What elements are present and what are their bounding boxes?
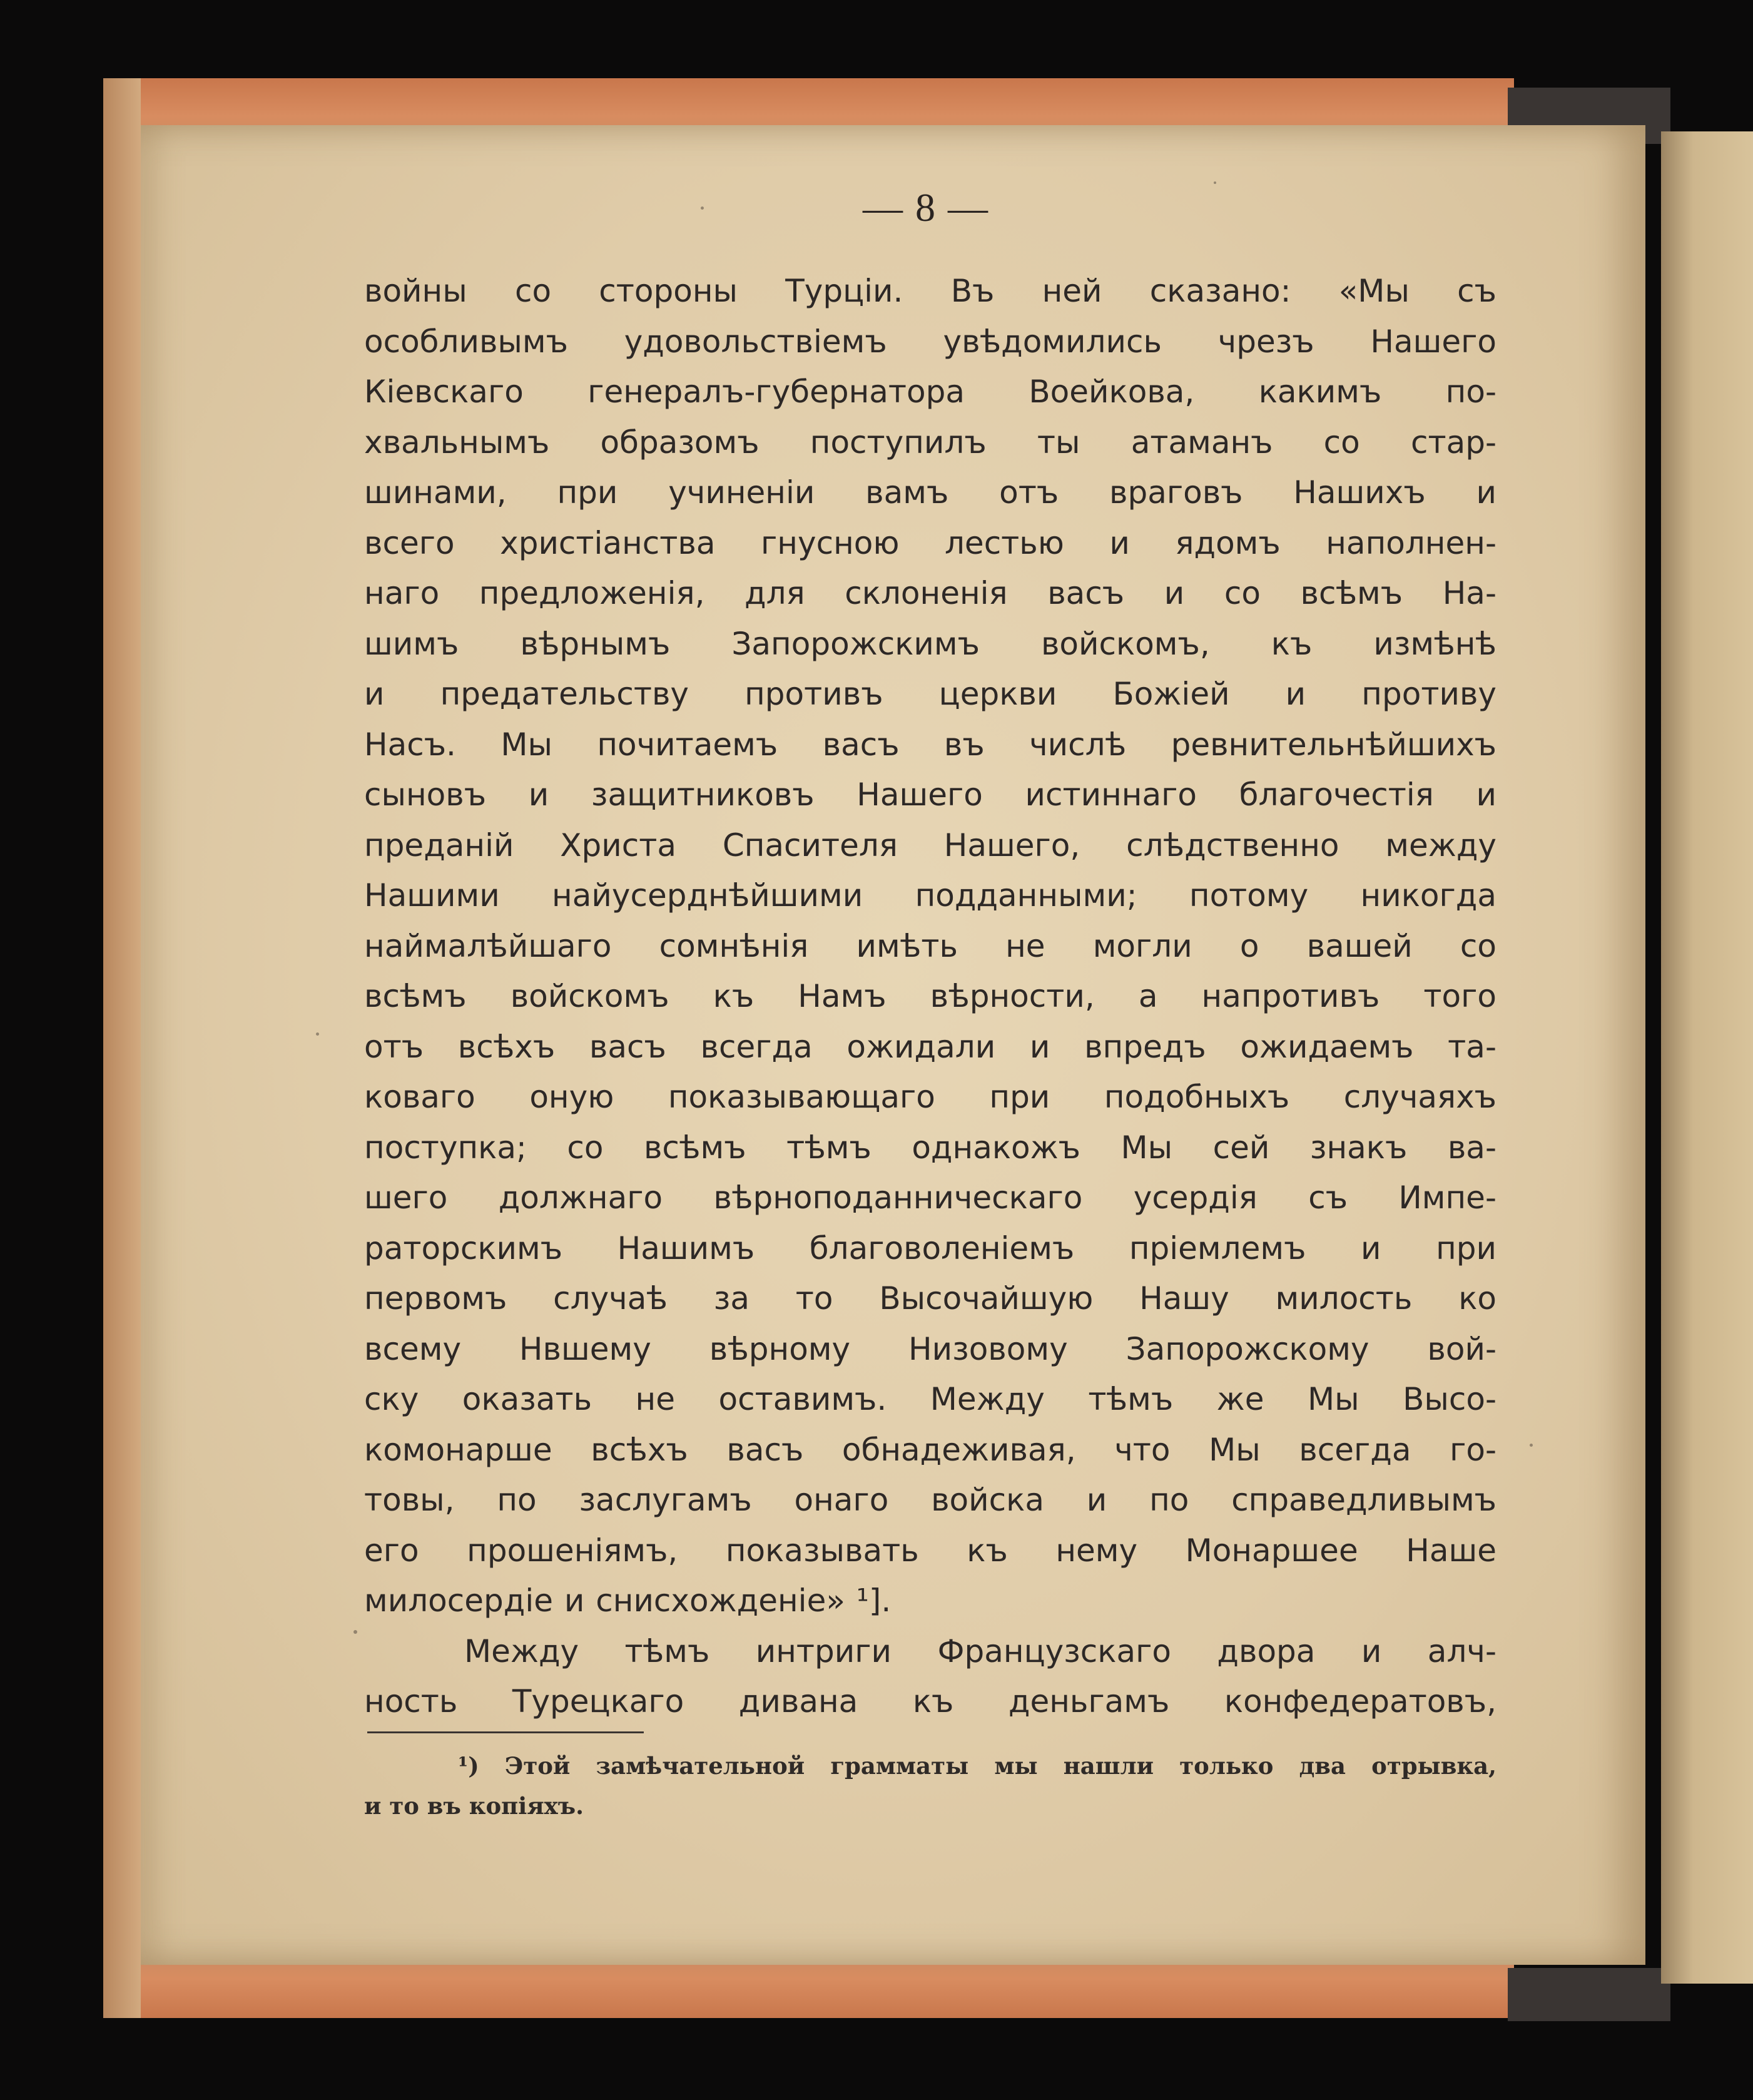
text-line: отъ всѣхъ васъ всегда ожидали и впредъ ожидаемъ та- [364,1028,1496,1065]
facing-page-edge [1661,131,1753,1984]
text-line: ность Турецкаго дивана къ деньгамъ конфедератовъ, [364,1683,1496,1720]
paper-speck [701,206,704,210]
footnote-line: и то въ копіяхъ. [364,1792,584,1820]
text-line: Нашими найусерднѣйшими подданными; потому никогда [364,877,1496,914]
paper-speck [316,1032,319,1036]
text-line: наго предложенія, для склоненія васъ и со всѣмъ На- [364,575,1496,611]
text-line: наймалѣйшаго сомнѣнія имѣть не могли о вашей со [364,927,1496,964]
text-line: коваго оную показывающаго при подобныхъ случаяхъ [364,1079,1496,1115]
text-line: ску оказать не оставимъ. Между тѣмъ же Мы Высо- [364,1381,1496,1417]
binding-bottom [1508,1968,1670,2021]
text-line: милосердіе и снисхожденіе» ¹]. [364,1583,892,1619]
text-line: хвальнымъ образомъ поступилъ ты атаманъ со стар- [364,424,1496,461]
text-line: его прошеніямъ, показывать къ нему Монаршее Наше [364,1532,1496,1569]
text-line: и предательству противъ церкви Божіей и противу [364,676,1496,712]
text-line: особливымъ удовольствіемъ увѣдомились чрезъ Нашего [364,323,1496,360]
text-line: Насъ. Мы почитаемъ васъ въ числѣ ревнительнѣйшихъ [364,726,1496,763]
text-line: всѣмъ войскомъ къ Намъ вѣрности, а напротивъ того [364,978,1496,1014]
text-line: комонарше всѣхъ васъ обнадеживая, что Мы всегда го- [364,1431,1496,1468]
text-line: Кіевскаго генералъ-губернатора Воейкова, какимъ по- [364,374,1496,410]
paper-speck [353,1630,357,1634]
page-body-text [364,266,1496,1727]
text-line: первомъ случаѣ за то Высочайшую Нашу милость ко [364,1280,1496,1317]
paper-speck [1214,181,1216,184]
paragraph-start-line: Между тѣмъ интриги Французскаго двора и алч- [464,1633,1496,1669]
text-line: раторскимъ Нашимъ благоволеніемъ пріемлемъ и при [364,1230,1496,1267]
cover-edge-left [103,78,141,2018]
footnote [364,1746,1496,1826]
footnote-rule [367,1731,644,1733]
text-line: сыновъ и защитниковъ Нашего истиннаго благочестія и [364,777,1496,813]
text-line: всего христіанства гнусною лестью и ядомъ наполнен- [364,524,1496,561]
text-line: поступка; со всѣмъ тѣмъ однакожъ Мы сей знакъ ва- [364,1129,1496,1166]
paper-speck [1530,1444,1533,1447]
page-number: — 8 — [863,185,989,230]
text-line: преданій Христа Спасителя Нашего, слѣдственно между [364,827,1496,864]
text-line: шего должнаго вѣрноподанническаго усердія съ Импе- [364,1180,1496,1216]
text-line: шинами, при учиненіи вамъ отъ враговъ Нашихъ и [364,474,1496,511]
text-line: шимъ вѣрнымъ Запорожскимъ войскомъ, къ измѣнѣ [364,625,1496,662]
text-line: войны со стороны Турціи. Въ ней сказано: «Мы съ [364,273,1496,309]
text-line: товы, по заслугамъ онаго войска и по справедливымъ [364,1482,1496,1518]
text-line: всему Нвшему вѣрному Низовому Запорожскому вой- [364,1330,1496,1367]
footnote-line: ¹) Этой замѣчательной грамматы мы нашли только два отрывка, [458,1752,1496,1780]
